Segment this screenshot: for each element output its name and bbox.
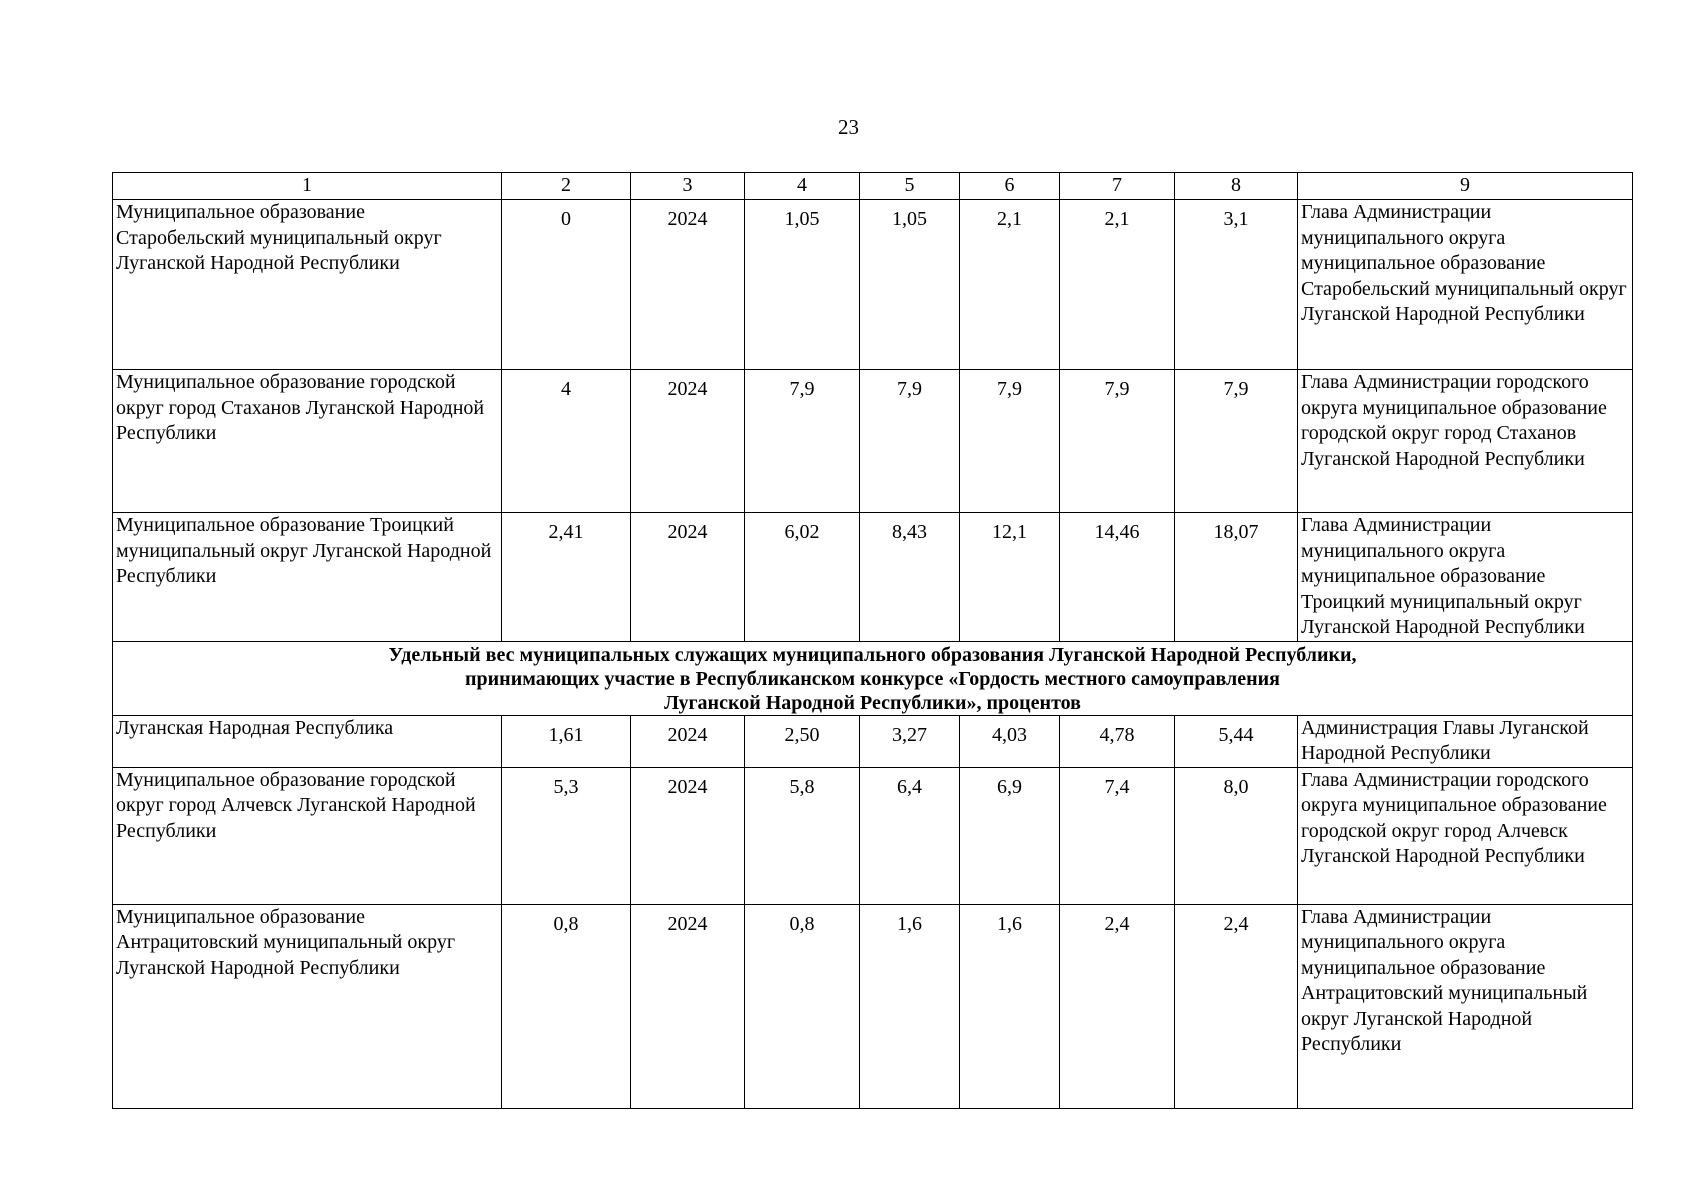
municipality-name: Муниципальное образование городской округ город Алчевск Луганской Народной Республики [113,767,502,904]
value-cell: 5,44 [1175,715,1298,767]
municipality-name: Муниципальное образование Троицкий муниципальный округ Луганской Народной Республики [113,513,502,642]
value-cell: 5,3 [502,767,631,904]
value-cell: 3,1 [1175,200,1298,370]
value-cell: 4,78 [1060,715,1175,767]
municipality-name: Муниципальное образование Антрацитовский муниципальный округ Луганской Народной Республики [113,904,502,1108]
value-cell: 4 [502,370,631,513]
value-cell: 12,1 [960,513,1060,642]
section-title-line: принимающих участие в Республиканском конкурсе «Гордость местного самоуправления [465,667,1280,690]
value-cell: 6,4 [860,767,960,904]
value-cell: 2,4 [1060,904,1175,1108]
table-row [113,200,1633,370]
section-title-line: Луганской Народной Республики», процентов [664,691,1081,714]
municipality-name: Муниципальное образование Старобельский муниципальный округ Луганской Народной Республики [113,200,502,370]
value-cell: 7,9 [1060,370,1175,513]
column-header: 4 [745,173,860,200]
value-cell: 0 [502,200,631,370]
column-header: 5 [860,173,960,200]
value-cell: 2024 [631,904,745,1108]
value-cell: 7,9 [1175,370,1298,513]
table-row [113,904,1633,1108]
value-cell: 1,05 [860,200,960,370]
value-cell: 14,46 [1060,513,1175,642]
value-cell: 3,27 [860,715,960,767]
value-cell: 2,1 [960,200,1060,370]
column-header: 7 [1060,173,1175,200]
value-cell: 5,8 [745,767,860,904]
responsible-cell: Глава Администрации муниципального округа муниципальное образование Антрацитовский муниципальный округ Луганской Народной Республики [1298,904,1633,1108]
responsible-cell: Глава Администрации городского округа муниципальное образование городской округ город Стаханов Луганской Народной Республики [1298,370,1633,513]
indicator-table [112,172,1633,1109]
value-cell: 7,4 [1060,767,1175,904]
value-cell: 18,07 [1175,513,1298,642]
page-number: 23 [838,115,859,139]
column-header: 9 [1298,173,1633,200]
responsible-cell: Глава Администрации муниципального округа муниципальное образование Троицкий муниципальный округ Луганской Народной Республики [1298,513,1633,642]
responsible-cell: Администрация Главы Луганской Народной Республики [1298,715,1633,767]
value-cell: 1,61 [502,715,631,767]
value-cell: 6,9 [960,767,1060,904]
value-cell: 1,05 [745,200,860,370]
table-row [113,715,1633,767]
value-cell: 1,6 [960,904,1060,1108]
value-cell: 1,6 [860,904,960,1108]
section-header-row [113,641,1633,715]
municipality-name: Муниципальное образование городской округ город Стаханов Луганской Народной Республики [113,370,502,513]
municipality-name: Луганская Народная Республика [113,715,502,767]
value-cell: 8,0 [1175,767,1298,904]
column-header: 8 [1175,173,1298,200]
value-cell: 0,8 [502,904,631,1108]
value-cell: 4,03 [960,715,1060,767]
responsible-cell: Глава Администрации муниципального округа муниципальное образование Старобельский муниципальный округ Луганской Народной Республики [1298,200,1633,370]
table-row [113,513,1633,642]
value-cell: 8,43 [860,513,960,642]
value-cell: 7,9 [860,370,960,513]
value-cell: 7,9 [745,370,860,513]
responsible-cell: Глава Администрации городского округа муниципальное образование городской округ город Алчевск Луганской Народной Республики [1298,767,1633,904]
column-number-row [113,173,1633,200]
value-cell: 2024 [631,200,745,370]
value-cell: 2024 [631,715,745,767]
table-row [113,767,1633,904]
column-header: 6 [960,173,1060,200]
column-header: 1 [113,173,502,200]
column-header: 2 [502,173,631,200]
value-cell: 2024 [631,767,745,904]
value-cell: 7,9 [960,370,1060,513]
value-cell: 2024 [631,513,745,642]
value-cell: 2,41 [502,513,631,642]
value-cell: 2,4 [1175,904,1298,1108]
value-cell: 2,50 [745,715,860,767]
value-cell: 0,8 [745,904,860,1108]
table-row [113,370,1633,513]
section-title [113,641,1633,715]
value-cell: 6,02 [745,513,860,642]
value-cell: 2,1 [1060,200,1175,370]
column-header: 3 [631,173,745,200]
value-cell: 2024 [631,370,745,513]
section-title-line: Удельный вес муниципальных служащих муниципального образования Луганской Народной Республики, [388,643,1357,666]
